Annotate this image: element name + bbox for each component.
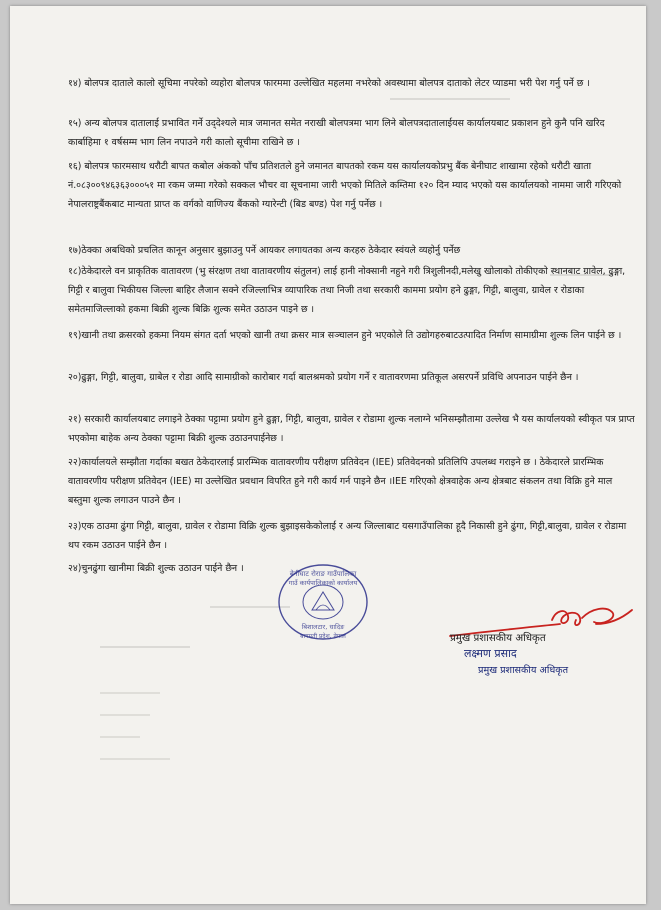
clause-16: १६) बोलपत्र फारमसाथ धरौटी बापत कबोल अंकको पाँच प्रतिशतले हुने जमानत बापतको रकम यस कार्यालयकोप्रभु बैंक बेनीघाट शाखामा रहेको धरौटी खाता नं.०८३००९४६३६३०००५१ मा रकम जम्मा गरेको सक्कल भौचर वा सूचनामा जारी भएको मितिले कम्तिमा १२० दिन म्याद भएको यस कार्यालयको नाममा जारी गरिएको नेपालराष्ट्रबैंकबाट मान्यता प्राप्त क वर्गको वाणिज्य बैंकको ग्यारेन्टी (बिड बण्ड) पेश गर्नु पर्नेछ । bbox=[68, 161, 622, 210]
official-stamp bbox=[276, 562, 370, 642]
bleed-through-text bbox=[100, 758, 170, 770]
svg-text:बेनीघाट रोराङ गाउँपालिका: बेनीघाट रोराङ गाउँपालिका bbox=[289, 570, 357, 578]
clause-14: १४) बोलपत्र दाताले कालो सूचिमा नपरेको व्यहोरा बोलपत्र फारममा उल्लेखित महलमा नभरेको अवस्थामा बोलपत्र दाताको लेटर प्याडमा भरी पेश गर्नु पर्ने छ । bbox=[68, 78, 590, 89]
svg-text:बिशालटार, धादिङ: बिशालटार, धादिङ bbox=[301, 623, 345, 631]
bleed-through-text bbox=[100, 736, 140, 748]
stamp-emblem-icon bbox=[276, 562, 370, 642]
bleed-through-text bbox=[100, 692, 160, 704]
clause-19: १९)खानी तथा क्रसरको हकमा नियम संगत दर्ता भएको खानी तथा क्रसर मात्र सञ्चालन हुने भएकोले ति उद्योगहरुबाटउत्पादित निर्माण सामाग्रीमा शुल्क लिन पाईने छ । bbox=[68, 330, 622, 341]
clause-18: १८)ठेकेदारले वन प्राकृतिक वातावरण (भु संरक्षण तथा वातावरणीय संतुलन) लाई हानी नोक्सानी नहुने गरी त्रिशुलीनदी,मलेखु खोलाको तोकीएको स्थानबाट ग्रावेल, ढुङ्गा, गिट्टी र बालुवा भिकीयस जिल्ला बाहिर लैजान सक्ने रजिल्लाभित्र व्यापारिक तथा निजी तथा सरकारी काममा प्रयोग हने ढुङ्गा, गिट्टी, बालुवा, ग्रावेल र रोडाका समेतमाजिल्लाको हकमा बिक्री शुल्क बिक्रि शुल्क समेत उठाउन पाइने छ । bbox=[68, 266, 626, 315]
document-page bbox=[10, 6, 646, 904]
clause-22: २२)कार्यालयले सम्झौता गर्दाका बखत ठेकेदारलाई प्रारम्भिक वातावरणीय परीक्षण प्रतिवेदन (IEE) प्रतिवेदनको प्रतिलिपि उपलब्ध गराइने छ । ठेकेदारले प्रारम्भिक वातावरणीय परीक्षण प्रतिवेदन (IEE) मा उल्लेखित प्रवधान विपरित हुने गरी कार्य गर्न पाइने छैन ।IEE गरिएको क्षेत्रवाहेक अन्य क्षेत्रबाट संकलन तथा विक्रि हुने माल बस्तुमा शुल्क लगाउन पाउने छैन । bbox=[68, 457, 613, 506]
signatory-title: प्रमुख प्रशासकीय अधिकृत bbox=[478, 665, 569, 676]
svg-text:बागमती प्रदेश, नेपाल: बागमती प्रदेश, नेपाल bbox=[300, 633, 346, 640]
clause-24: २४)चुनढुंगा खानीमा बिक्री शुल्क उठाउन पाईने छैन । bbox=[68, 563, 244, 574]
bleed-through-text bbox=[100, 714, 150, 726]
clause-15: १५) अन्य बोलपत्र दातालाई प्रभावित गर्ने उद्‌देश्यले मात्र जमानत समेत नराखी बोलपत्रमा भाग लिने बोलपत्रदातालाईयस कार्यालयबाट प्रकाशन हुने कुनै पनि खरिद कार्बाहिमा १ वर्षसम्म भाग लिन नपाउने गरी कालो सूचीमा राखिने छ । bbox=[68, 118, 605, 148]
bleed-through-text bbox=[100, 646, 190, 658]
clause-21: २१) सरकारी कार्यालयबाट लगाइने ठेक्का पट्टामा प्रयोग हुने ढुङ्गा, गिट्टी, बालुवा, ग्रावेल र रोडामा शुल्क नलाग्ने भनिसम्झौतामा उल्लेख भै यस कार्यालयको स्वीकृत पत्र प्राप्त भएकोमा बाहेक अन्य ठेक्का पट्टामा बिक्री शुल्क उठाउनपाईनेछ । bbox=[68, 414, 635, 444]
clause-20: २०)ढुङ्गा, गिट्टी, बालुवा, ग्राबेल र रोडा आदि सामाग्रीको कारोबार गर्दा बालश्रमको प्रयोग गर्ने र वातावरणमा प्रतिकूल असरपर्ने प्रविधि अपनाउन पाईने छैन । bbox=[68, 372, 579, 383]
clause-23: २३)एक ठाउमा ढुंगा गिट्टी, बालुवा, ग्रावेल र रोडामा विक्रि शुल्क बुझाइसकेकोलाई र अन्य जिल्लाबाट यसगाउँपालिका हूदै निकासी हुने ढुंगा, गिट्टी,बालुवा, ग्रावेल र रोडामा थप रकम उठाउन पाईने छैन । bbox=[68, 521, 627, 551]
signature-label: प्रमुख प्रशासकीय अधिकृत bbox=[450, 633, 546, 644]
bleed-through-text bbox=[390, 98, 510, 114]
svg-text:गाउँ कार्यपालिकाको कार्यालय: गाउँ कार्यपालिकाको कार्यालय bbox=[288, 579, 358, 587]
clause-17: १७)ठेक्का अबधिको प्रचलित कानून अनुसार बुझाउनु पर्ने आयकर लगायतका अन्य करहरु ठेकेदार स्वंयले व्यहोर्नु पर्नेछ bbox=[68, 245, 461, 256]
signatory-name: लक्ष्मण प्रसाद bbox=[464, 647, 517, 660]
